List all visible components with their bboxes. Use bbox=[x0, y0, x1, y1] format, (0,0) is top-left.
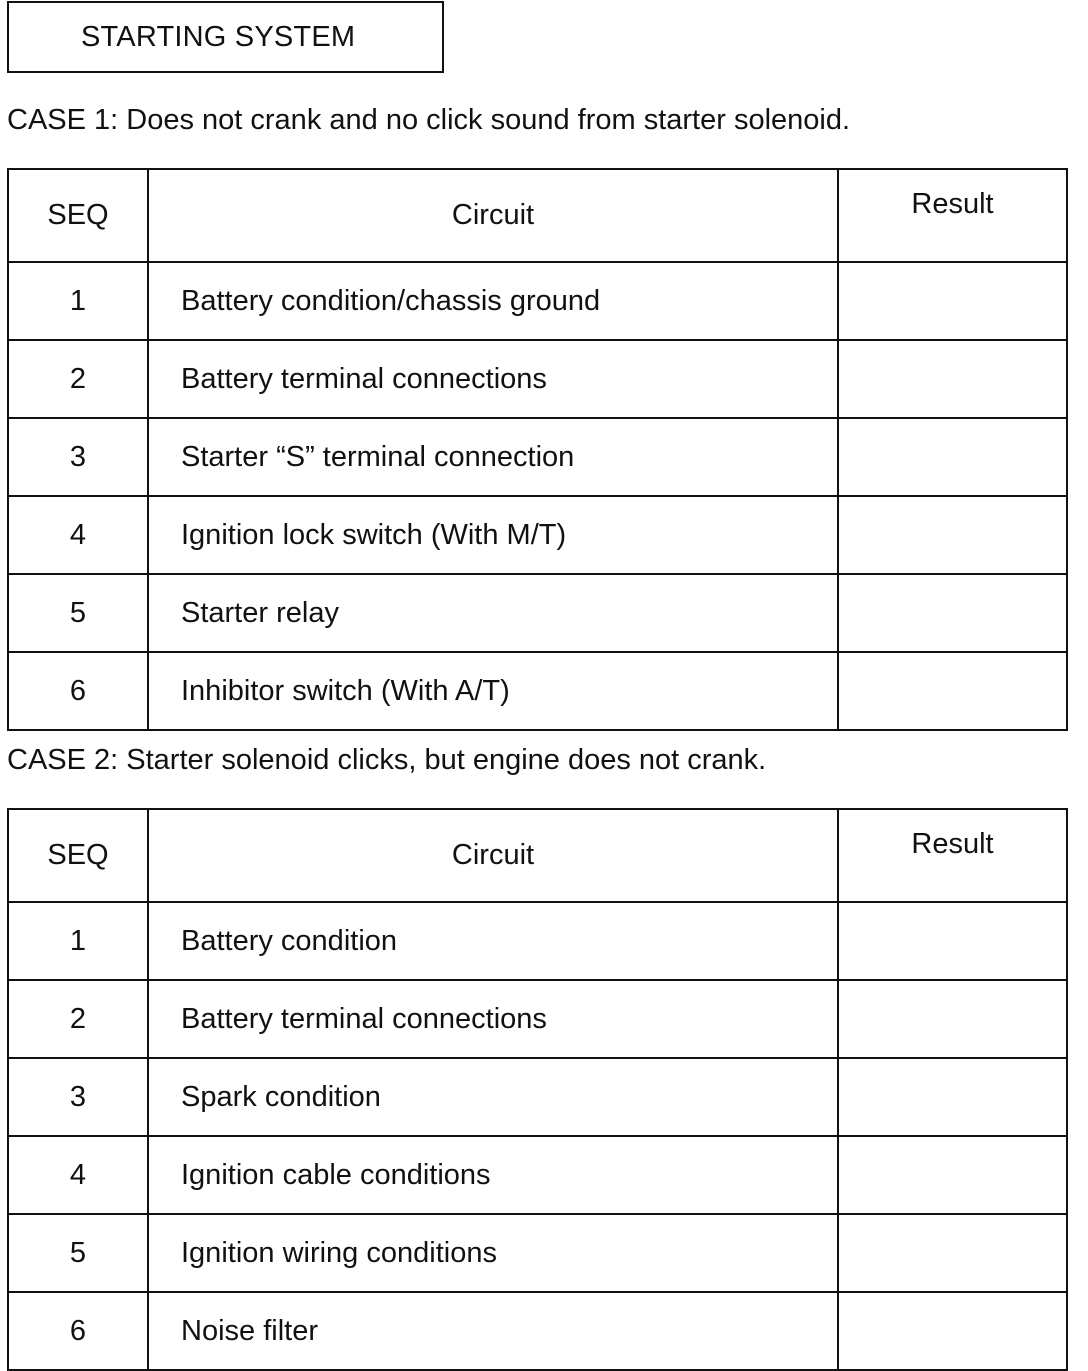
circuit-header: Circuit bbox=[148, 169, 838, 262]
seq-cell: 4 bbox=[8, 1136, 148, 1214]
result-cell[interactable] bbox=[838, 980, 1067, 1058]
circuit-cell: Battery condition/chassis ground bbox=[148, 262, 838, 340]
seq-cell: 3 bbox=[8, 418, 148, 496]
seq-cell: 4 bbox=[8, 496, 148, 574]
seq-cell: 1 bbox=[8, 902, 148, 980]
result-cell[interactable] bbox=[838, 1292, 1067, 1370]
seq-cell: 2 bbox=[8, 980, 148, 1058]
seq-cell: 5 bbox=[8, 1214, 148, 1292]
table-row bbox=[8, 902, 1067, 980]
result-cell[interactable] bbox=[838, 902, 1067, 980]
circuit-cell: Spark condition bbox=[148, 1058, 838, 1136]
page-title: STARTING SYSTEM bbox=[81, 21, 356, 53]
table-row bbox=[8, 340, 1067, 418]
table-row bbox=[8, 262, 1067, 340]
result-cell[interactable] bbox=[838, 1214, 1067, 1292]
table-row bbox=[8, 418, 1067, 496]
table-row bbox=[8, 1136, 1067, 1214]
result-cell[interactable] bbox=[838, 418, 1067, 496]
circuit-cell: Ignition cable conditions bbox=[148, 1136, 838, 1214]
seq-cell: 2 bbox=[8, 340, 148, 418]
table-row bbox=[8, 980, 1067, 1058]
seq-cell: 5 bbox=[8, 574, 148, 652]
case-1-table bbox=[7, 168, 1068, 731]
seq-cell: 3 bbox=[8, 1058, 148, 1136]
circuit-cell: Battery terminal connections bbox=[148, 980, 838, 1058]
seq-header: SEQ bbox=[8, 169, 148, 262]
table-row bbox=[8, 1058, 1067, 1136]
result-cell[interactable] bbox=[838, 1058, 1067, 1136]
circuit-header: Circuit bbox=[148, 809, 838, 902]
title-box bbox=[7, 1, 444, 73]
result-cell[interactable] bbox=[838, 1136, 1067, 1214]
table-header-row bbox=[8, 169, 1067, 262]
case-2-heading: CASE 2: Starter solenoid clicks, but engine does not crank. bbox=[7, 744, 767, 776]
table-row bbox=[8, 1214, 1067, 1292]
circuit-cell: Ignition lock switch (With M/T) bbox=[148, 496, 838, 574]
case-1-heading: CASE 1: Does not crank and no click sound from starter solenoid. bbox=[7, 104, 851, 136]
table-row bbox=[8, 652, 1067, 730]
circuit-cell: Noise filter bbox=[148, 1292, 838, 1370]
table-row bbox=[8, 496, 1067, 574]
result-cell[interactable] bbox=[838, 574, 1067, 652]
seq-cell: 1 bbox=[8, 262, 148, 340]
circuit-cell: Ignition wiring conditions bbox=[148, 1214, 838, 1292]
result-header: Result bbox=[838, 169, 1067, 262]
circuit-cell: Battery terminal connections bbox=[148, 340, 838, 418]
table-row bbox=[8, 1292, 1067, 1370]
circuit-cell: Battery condition bbox=[148, 902, 838, 980]
case-2-table bbox=[7, 808, 1068, 1371]
result-cell[interactable] bbox=[838, 496, 1067, 574]
circuit-cell: Starter “S” terminal connection bbox=[148, 418, 838, 496]
result-header: Result bbox=[838, 809, 1067, 902]
table-row bbox=[8, 574, 1067, 652]
seq-header: SEQ bbox=[8, 809, 148, 902]
seq-cell: 6 bbox=[8, 1292, 148, 1370]
result-cell[interactable] bbox=[838, 340, 1067, 418]
seq-cell: 6 bbox=[8, 652, 148, 730]
table-header-row bbox=[8, 809, 1067, 902]
result-cell[interactable] bbox=[838, 652, 1067, 730]
circuit-cell: Inhibitor switch (With A/T) bbox=[148, 652, 838, 730]
result-cell[interactable] bbox=[838, 262, 1067, 340]
circuit-cell: Starter relay bbox=[148, 574, 838, 652]
